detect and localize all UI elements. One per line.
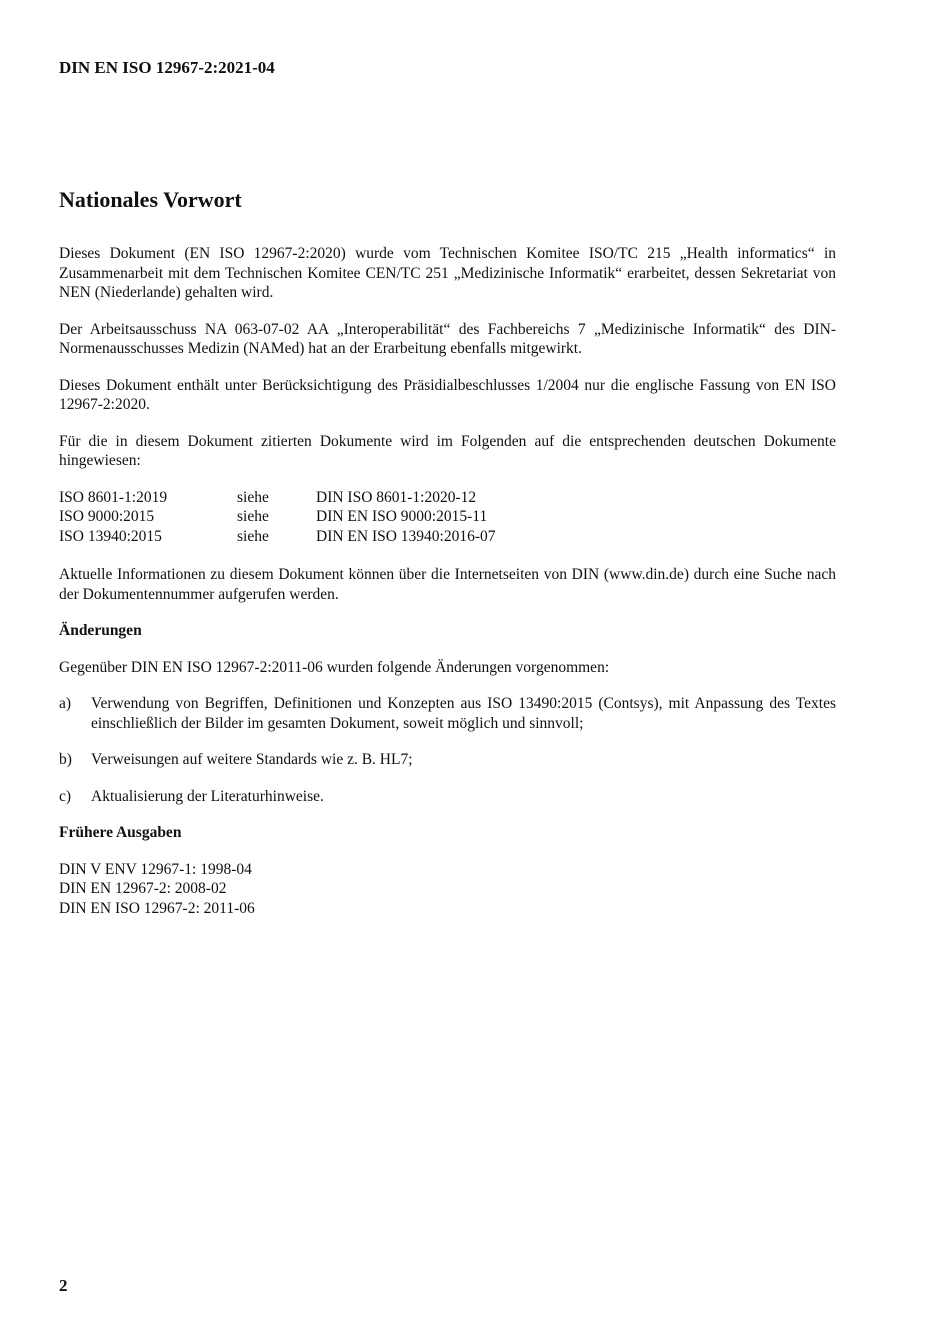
changes-heading: Änderungen <box>59 622 142 639</box>
list-item-text: Aktualisierung der Literaturhinweise. <box>91 787 324 805</box>
changes-intro: Gegenüber DIN EN ISO 12967-2:2011-06 wurden folgende Änderungen vorgenommen: <box>59 658 610 676</box>
page-title: Nationales Vorwort <box>59 187 242 212</box>
edition-item: DIN EN 12967-2: 2008-02 <box>59 880 227 897</box>
list-item <box>59 787 836 807</box>
reference-see: siehe <box>237 508 269 525</box>
list-marker: b) <box>59 751 72 768</box>
page-number: 2 <box>59 1276 68 1295</box>
page-content <box>59 186 836 918</box>
edition-item: DIN V ENV 12967-1: 1998-04 <box>59 860 252 878</box>
reference-intl: ISO 13940:2015 <box>59 527 162 545</box>
reference-see: siehe <box>237 527 269 545</box>
table-row <box>59 488 496 508</box>
paragraph-info: Aktuelle Informationen zu diesem Dokument können über die Internetseiten von DIN (www.din.de) durch eine Suche nach der Dokumentennummer aufgerufen werden. <box>59 566 836 603</box>
list-item <box>59 750 836 770</box>
reference-intl: ISO 9000:2015 <box>59 508 155 525</box>
document-id-header: DIN EN ISO 12967-2:2021-04 <box>59 58 275 77</box>
changes-list <box>59 694 836 806</box>
reference-national: DIN ISO 8601-1:2020-12 <box>316 488 477 506</box>
table-row <box>59 507 496 527</box>
previous-editions-list <box>59 860 836 919</box>
reference-national: DIN EN ISO 13940:2016-07 <box>316 527 496 545</box>
paragraph-working-committee: Der Arbeitsausschuss NA 063-07-02 AA „Interoperabilität“ des Fachbereichs 7 „Medizinische Informatik“ des DIN-Normenausschusses Medizin (NAMed) hat an der Erarbeitung ebenfalls mitgewirkt. <box>59 320 836 357</box>
references-table <box>59 488 496 547</box>
paragraph-references-intro: Für die in diesem Dokument zitierten Dokumente wird im Folgenden auf die entsprechenden deutschen Dokumente hingewiesen: <box>59 432 836 469</box>
list-item-text: Verweisungen auf weitere Standards wie z. B. HL7; <box>91 751 413 768</box>
list-marker: a) <box>59 695 72 712</box>
paragraph-language-version: Dieses Dokument enthält unter Berücksichtigung des Präsidialbeschlusses 1/2004 nur die englische Fassung von EN ISO 12967-2:2020. <box>59 376 836 413</box>
previous-editions-heading: Frühere Ausgaben <box>59 824 182 841</box>
list-item-text: Verwendung von Begriffen, Definitionen und Konzepten aus ISO 13490:2015 (Contsys), mit Anpassung des Textes einschließlich der Bilder im gesamten Dokument, soweit möglich und sinnvoll; <box>91 695 836 732</box>
table-row <box>59 527 496 547</box>
reference-see: siehe <box>237 488 269 506</box>
paragraph-committee: Dieses Dokument (EN ISO 12967-2:2020) wurde vom Technischen Komitee ISO/TC 215 „Health informatics“ in Zusammenarbeit mit dem Technischen Komitee CEN/TC 251 „Medizinische Informatik“ erarbeitet, dessen Sekretariat von NEN (Niederlande) gehalten wird. <box>59 245 836 301</box>
list-marker: c) <box>59 787 72 805</box>
edition-item: DIN EN ISO 12967-2: 2011-06 <box>59 899 255 917</box>
list-item <box>59 694 836 733</box>
reference-intl: ISO 8601-1:2019 <box>59 488 168 506</box>
reference-national: DIN EN ISO 9000:2015-11 <box>316 508 488 525</box>
